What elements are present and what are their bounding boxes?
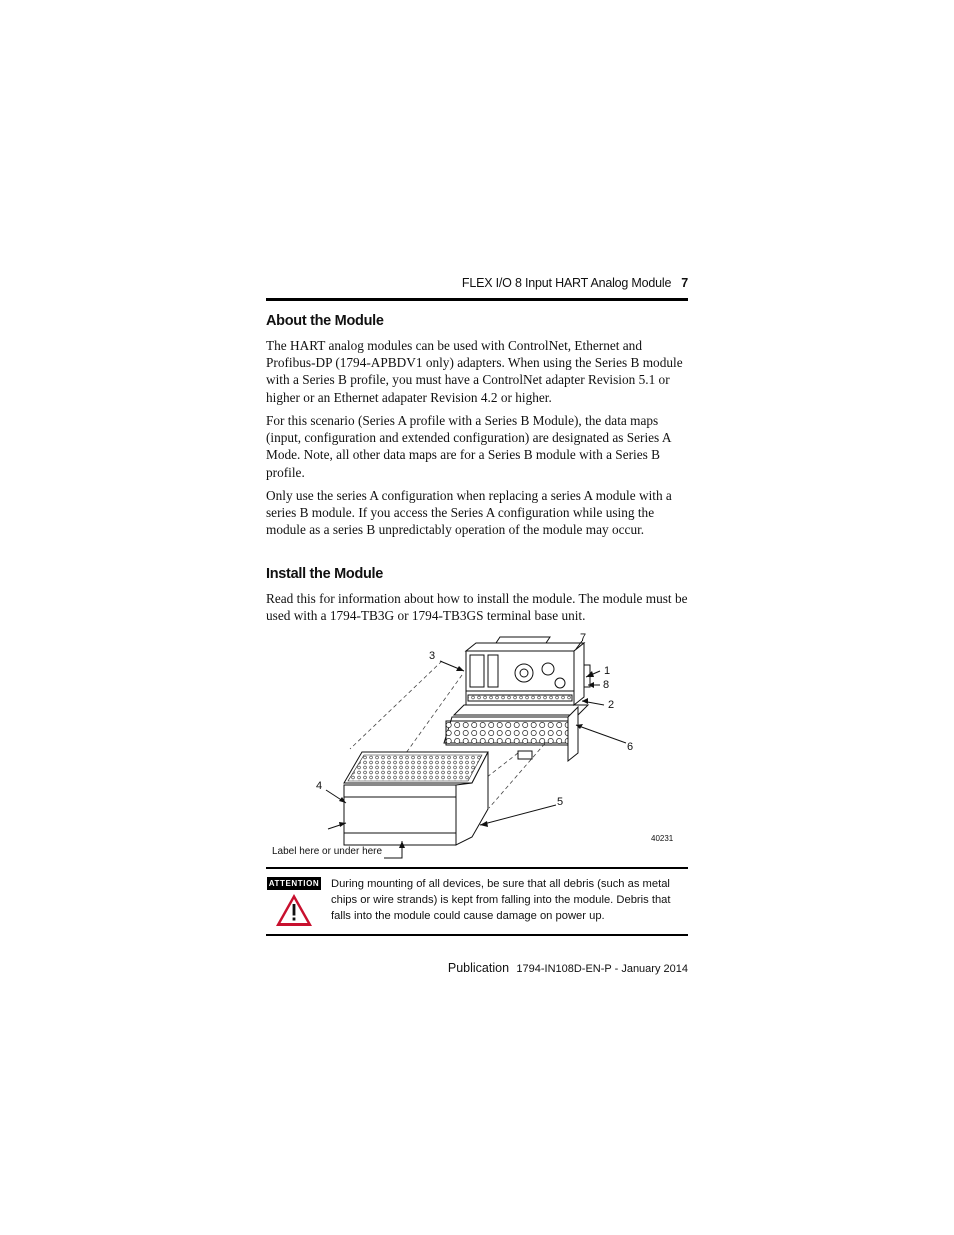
- io-module: [344, 752, 488, 845]
- attention-top-rule: [266, 867, 688, 869]
- about-heading: About the Module: [266, 313, 384, 329]
- callout-1: 1: [604, 665, 611, 677]
- publication-id: 1794-IN108D-EN-P - January 2014: [516, 963, 688, 975]
- footer: [266, 961, 688, 975]
- callout-6: 6: [627, 741, 634, 753]
- module-install-figure: [266, 625, 688, 860]
- callout-8: 8: [603, 679, 610, 691]
- callout-5: 5: [557, 796, 564, 808]
- callout-3: 3: [429, 650, 436, 662]
- about-paragraph-2: For this scenario (Series A profile with a Series B Module), the data maps (input, configuration and extended configuration) are designated as Series A Mode. Note, all other data maps are for a Series B module with a Series B profile.: [266, 413, 671, 480]
- warning-triangle-icon: [275, 893, 313, 927]
- page-number: 7: [681, 276, 688, 290]
- callout-4: 4: [316, 780, 323, 792]
- attention-text: During mounting of all devices, be sure that all debris (such as metal chips or wire strands) is kept from falling into the module. Debris that falls into the module could cause damage on power up.: [331, 878, 671, 922]
- install-paragraph-1: Read this for information about how to install the module. The module must be used with a 1794-TB3G or 1794-TB3GS terminal base unit.: [266, 591, 688, 624]
- footer-label: Publication: [447, 961, 510, 975]
- running-head: [266, 276, 688, 294]
- running-head-title: FLEX I/O 8 Input HART Analog Module: [461, 276, 672, 290]
- base-upper-assembly: [466, 637, 590, 705]
- figure-id: 40231: [651, 834, 674, 843]
- header-rule: [266, 298, 688, 301]
- callout-7: 7: [580, 632, 587, 644]
- attention-bottom-rule: [266, 934, 688, 936]
- label-caption: Label here or under here: [272, 846, 383, 857]
- install-heading: Install the Module: [266, 566, 384, 582]
- about-paragraph-3: Only use the series A configuration when replacing a series A module with a series B module. If you access the Series A configuration while using the module as a series B unpredictably operation of the module may occur.: [266, 488, 672, 538]
- attention-badge: ATTENTION: [268, 879, 320, 888]
- callout-2: 2: [608, 699, 615, 711]
- about-paragraph-1: The HART analog modules can be used with ControlNet, Ethernet and Profibus-DP (1794-APBDV1 only) adapters. When using the Series B module with a Series B profile, you must have a ControlNet adapter Revision 5.1 or higher or an Ethernet adapater Revision 4.2 or higher.: [266, 338, 683, 405]
